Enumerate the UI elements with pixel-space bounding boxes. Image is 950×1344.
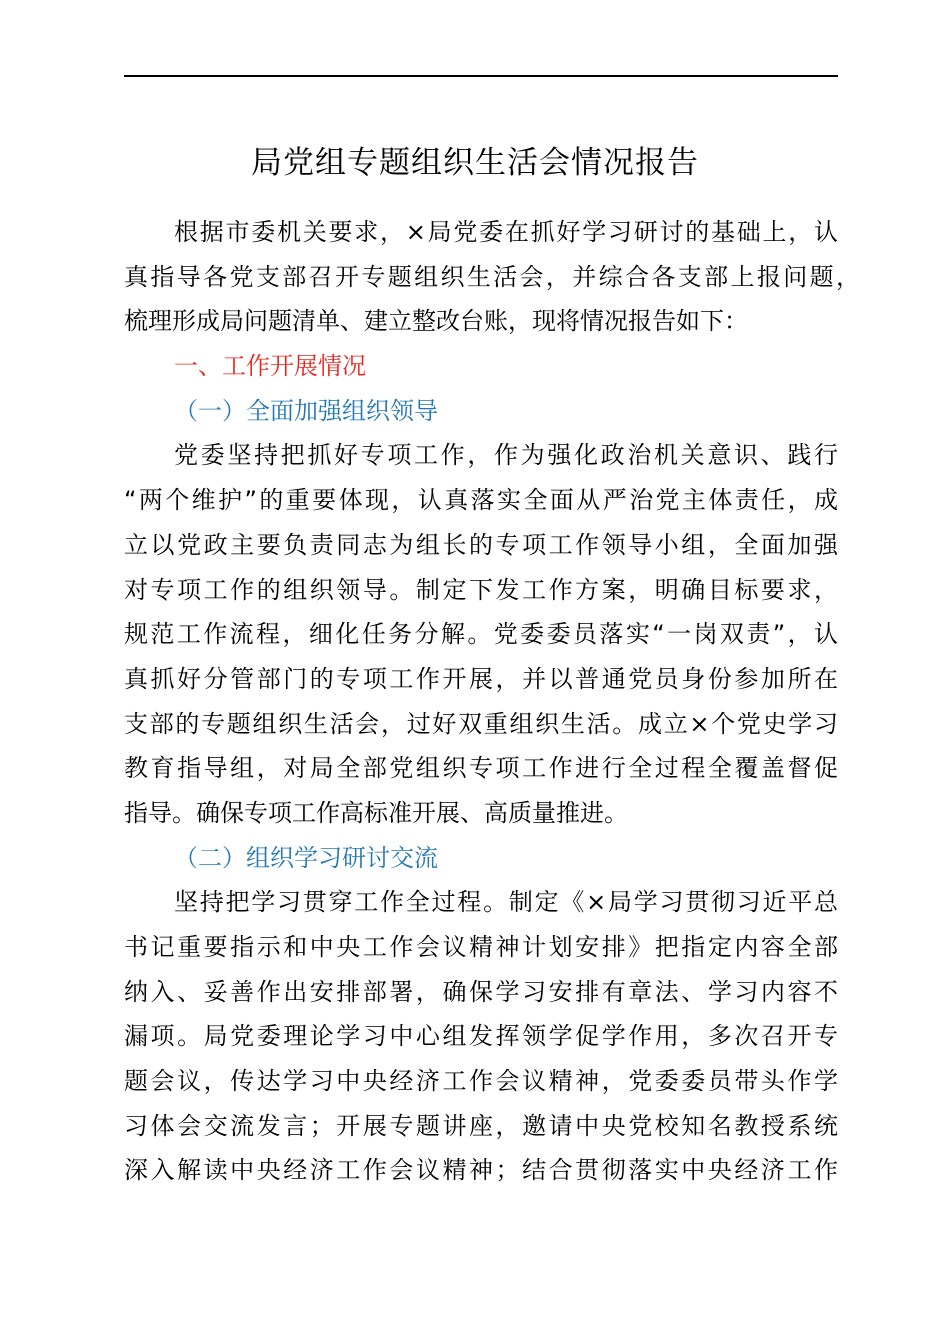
text-line: 规范工作流程，细化任务分解。党委委员落实“一岗双责”，认 xyxy=(124,620,838,648)
text-line: 立以党政主要负责同志为组长的专项工作领导小组，全面加强 xyxy=(124,531,838,559)
text-line: 支部的专题组织生活会，过好双重组织生活。成立×个党史学习 xyxy=(124,710,838,738)
subsection-heading: （二）组织学习研讨交流 xyxy=(174,844,438,872)
subsection-heading: （一）全面加强组织领导 xyxy=(174,397,438,425)
text-line: 习体会交流发言；开展专题讲座，邀请中央党校知名教授系统 xyxy=(124,1112,838,1140)
text-line: 坚持把学习贯穿工作全过程。制定《×局学习贯彻习近平总 xyxy=(174,888,838,916)
text-line: 教育指导组，对局全部党组织专项工作进行全过程全覆盖督促 xyxy=(124,754,838,782)
text-line: “两个维护”的重要体现，认真落实全面从严治党主体责任，成 xyxy=(124,486,838,514)
text-line: 党委坚持把抓好专项工作，作为强化政治机关意识、践行 xyxy=(174,441,838,469)
text-line: 深入解读中央经济工作会议精神；结合贯彻落实中央经济工作 xyxy=(124,1156,838,1184)
text-line: 真指导各党支部召开专题组织生活会，并综合各支部上报问题， xyxy=(124,263,860,291)
text-line: 纳入、妥善作出安排部署，确保学习安排有章法、学习内容不 xyxy=(124,978,838,1006)
text-line: 梳理形成局问题清单、建立整改台账，现将情况报告如下： xyxy=(124,307,748,335)
section-heading: 一、工作开展情况 xyxy=(174,352,366,380)
text-line: 漏项。局党委理论学习中心组发挥领学促学作用，多次召开专 xyxy=(124,1022,838,1050)
document-title: 局党组专题组织生活会情况报告 xyxy=(251,145,699,181)
text-line: 真抓好分管部门的专项工作开展，并以普通党员身份参加所在 xyxy=(124,665,838,693)
text-line: 根据市委机关要求，×局党委在抓好学习研讨的基础上，认 xyxy=(174,218,838,246)
text-line: 题会议，传达学习中央经济工作会议精神，党委委员带头作学 xyxy=(124,1067,838,1095)
text-line: 对专项工作的组织领导。制定下发工作方案，明确目标要求， xyxy=(124,576,838,604)
text-line: 书记重要指示和中央工作会议精神计划安排》把指定内容全部 xyxy=(124,933,838,961)
header-divider xyxy=(124,75,838,77)
text-line: 指导。确保专项工作高标准开展、高质量推进。 xyxy=(124,799,628,827)
